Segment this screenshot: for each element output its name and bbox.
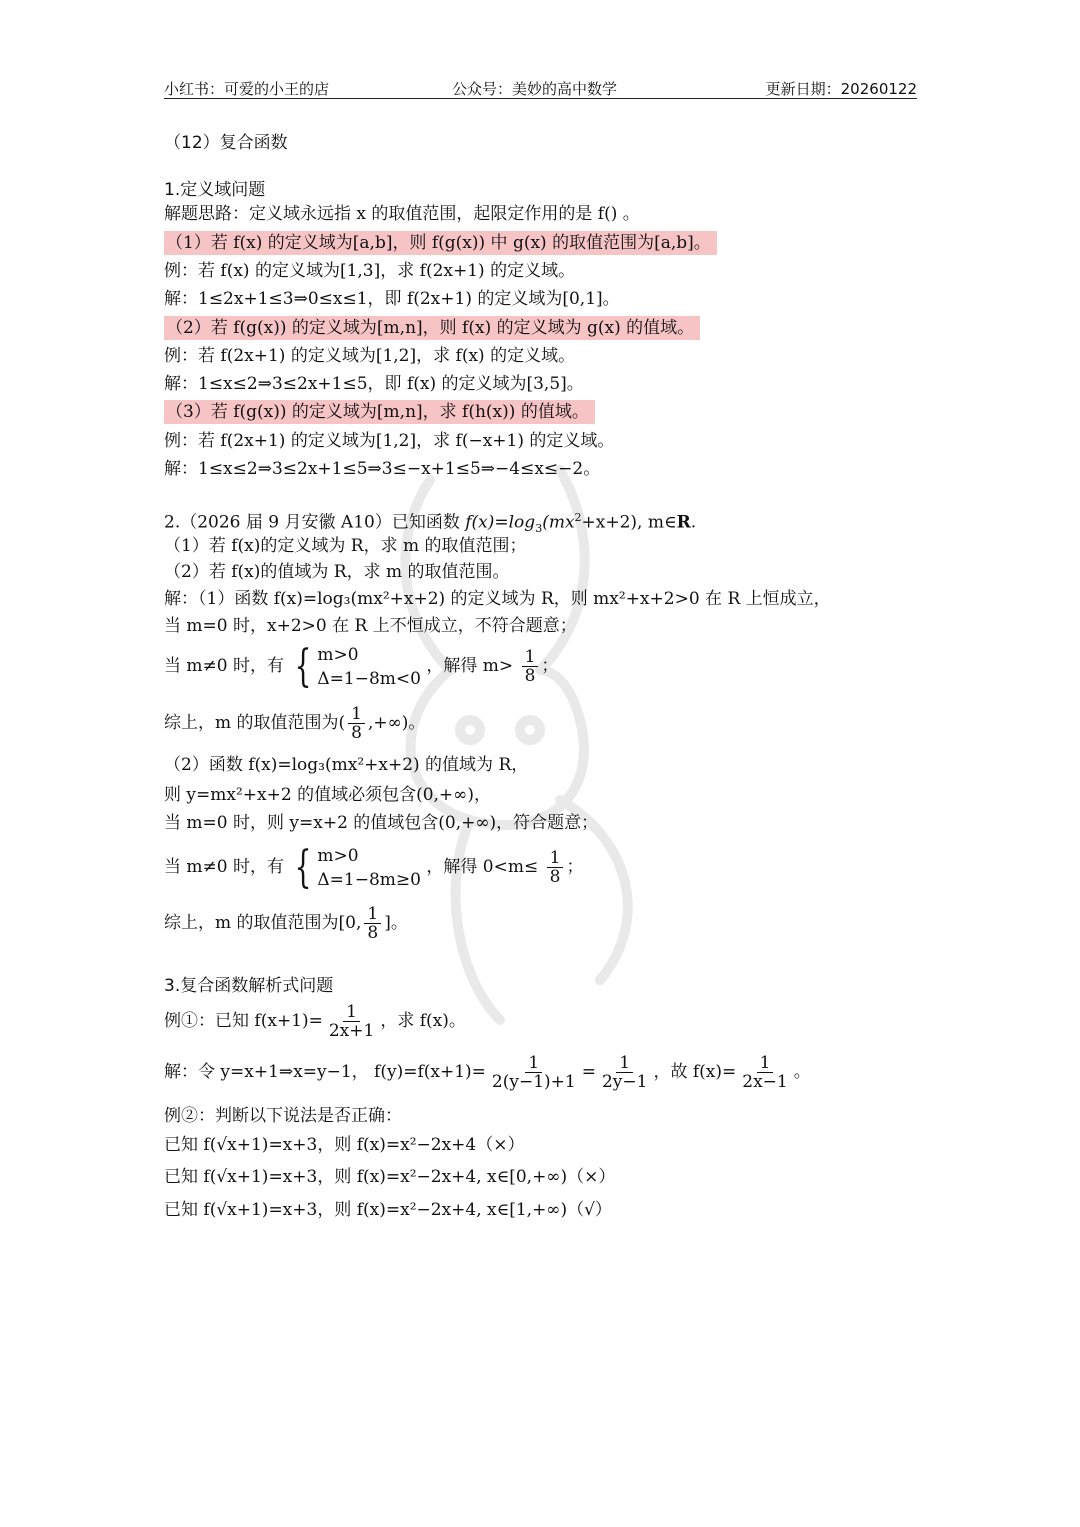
header-right: 更新日期：20260122 bbox=[765, 80, 917, 98]
part3-item: 已知 f(√x+1)=x+3，则 f(x)=x²−2x+4（×） bbox=[164, 1135, 525, 1155]
part3-example2-title: 例②：判断以下说法是否正确： bbox=[164, 1106, 402, 1126]
part1-example2: 例：若 f(2x+1) 的定义域为[1,2]，求 f(x) 的定义域。 bbox=[164, 346, 576, 366]
rule1-highlight: （1）若 f(x) 的定义域为[a,b]，则 f(g(x)) 中 g(x) 的取值范围为[a,b]。 bbox=[164, 231, 717, 255]
part2-solution2-line2: 则 y=mx²+x+2 的值域必须包含(0,+∞)， bbox=[164, 785, 491, 805]
part3-solution: 解：令 y=x+1⇒x=y−1， f(y)=f(x+1)= $\frac{1}{2(y-1)+1}$ = $\frac{1}{2y-1}$ ，故 f(x)= $\frac{1}{2x-1}$ 。 bbox=[164, 1053, 811, 1092]
page-header bbox=[164, 78, 917, 99]
section-title: （12）复合函数 bbox=[164, 133, 288, 153]
part2-problem: 2.（2026 届 9 月安徽 A10）已知函数 $f(x)=\log_3(mx^2+x+2)$, m∈R. bbox=[164, 511, 697, 536]
part3-item: 已知 f(√x+1)=x+3，则 f(x)=x²−2x+4, x∈[1,+∞)（√） bbox=[164, 1200, 612, 1220]
part2-conclusion1: 综上，m 的取值范围为( $\frac{1}{8}$ ,+∞)。 bbox=[164, 704, 426, 743]
part3-example1: 例①：已知 f(x+1)= $\frac{1}{2x+1}$ ，求 f(x)。 bbox=[164, 1002, 466, 1041]
part1-solution2: 解：1≤x≤2⇒3≤2x+1≤5，即 f(x) 的定义域为[3,5]。 bbox=[164, 374, 584, 394]
part3-title: 3.复合函数解析式问题 bbox=[164, 976, 334, 996]
part1-example1: 例：若 f(x) 的定义域为[1,3]，求 f(2x+1) 的定义域。 bbox=[164, 261, 576, 281]
part2-solution1-line1: 解：（1）函数 f(x)=log₃(mx²+x+2) 的定义域为 R，则 mx²+x+2>0 在 R 上恒成立， bbox=[164, 589, 831, 609]
part2-question1: （1）若 f(x)的定义域为 R，求 m 的取值范围； bbox=[164, 536, 527, 556]
rule3-highlight: （3）若 f(g(x)) 的定义域为[m,n]，求 f(h(x)) 的值域。 bbox=[164, 400, 595, 424]
part1-solution3: 解：1≤x≤2⇒3≤2x+1≤5⇒3≤−x+1≤5⇒−4≤x≤−2。 bbox=[164, 459, 601, 479]
part2-case1: 当 m≠0 时，有 { m>0 Δ=1−8m<0 ，解得 m> $\frac{1}{8}$ ； bbox=[164, 640, 559, 692]
part2-solution2-line1: （2）函数 f(x)=log₃(mx²+x+2) 的值域为 R， bbox=[164, 755, 529, 775]
part1-example3: 例：若 f(2x+1) 的定义域为[1,2]，求 f(−x+1) 的定义域。 bbox=[164, 431, 615, 451]
rule2-highlight: （2）若 f(g(x)) 的定义域为[m,n]，则 f(x) 的定义域为 g(x) 的值域。 bbox=[164, 316, 700, 340]
part2-solution1-line2: 当 m=0 时，x+2>0 在 R 上不恒成立，不符合题意； bbox=[164, 616, 577, 636]
part1-intro: 解题思路：定义域永远指 x 的取值范围，起限定作用的是 f() 。 bbox=[164, 204, 640, 224]
part2-case2: 当 m≠0 时，有 { m>0 Δ=1−8m≥0 ，解得 0<m≤ $\frac{1}{8}$ ； bbox=[164, 841, 584, 893]
header-center: 公众号：美妙的高中数学 bbox=[452, 80, 618, 98]
part1-solution1: 解：1≤2x+1≤3⇒0≤x≤1，即 f(2x+1) 的定义域为[0,1]。 bbox=[164, 289, 620, 309]
part2-question2: （2）若 f(x)的值域为 R，求 m 的取值范围。 bbox=[164, 562, 510, 582]
part1-title: 1.定义域问题 bbox=[164, 180, 266, 200]
part3-item: 已知 f(√x+1)=x+3，则 f(x)=x²−2x+4, x∈[0,+∞)（×） bbox=[164, 1167, 616, 1187]
header-left: 小红书：可爱的小王的店 bbox=[164, 80, 330, 98]
part2-conclusion2: 综上，m 的取值范围为[0, $\frac{1}{8}$ ]。 bbox=[164, 904, 408, 943]
part2-solution2-line3: 当 m=0 时，则 y=x+2 的值域包含(0,+∞)，符合题意； bbox=[164, 813, 599, 833]
